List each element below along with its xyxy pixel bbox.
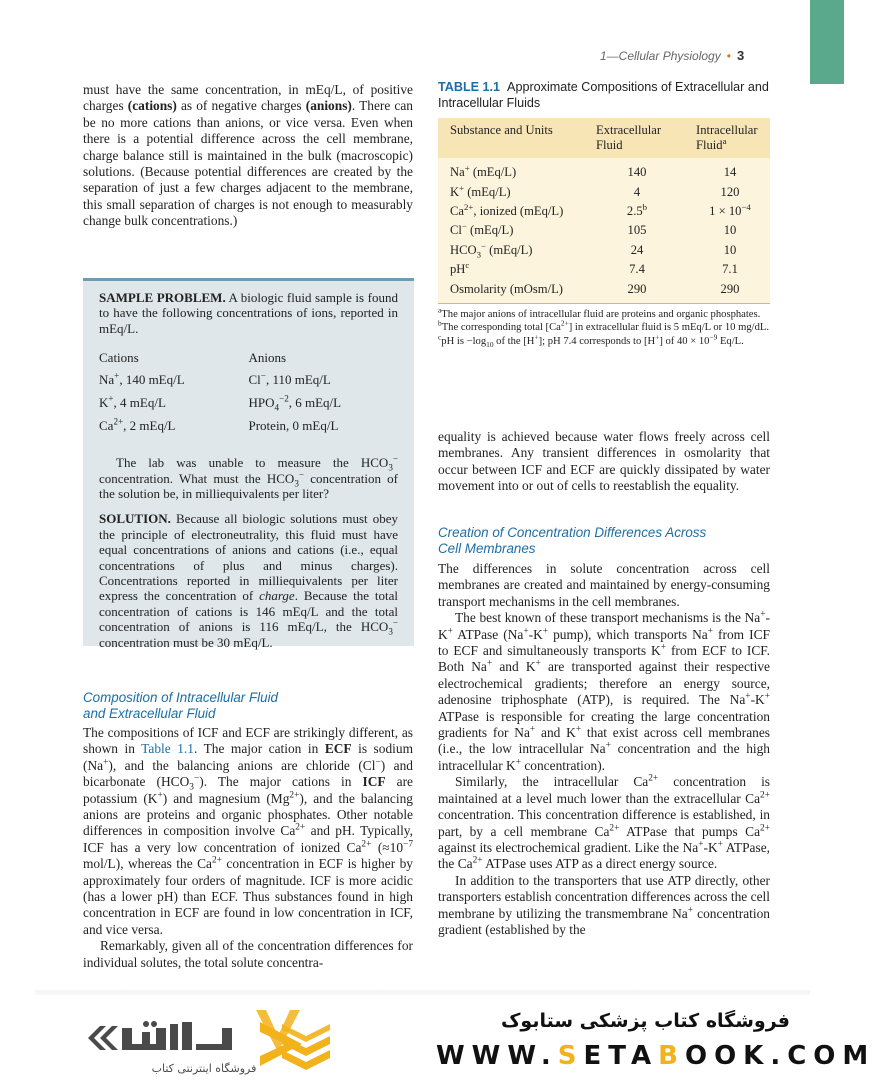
running-head: 1—Cellular Physiology • 3 xyxy=(600,48,745,63)
sample-label: SAMPLE PROBLEM. xyxy=(99,290,226,305)
ion-list xyxy=(99,350,398,441)
table-header: Extracellular Fluid xyxy=(584,118,684,158)
paragraph: In addition to the transporters that use ATP directly, other transporters establish concentration differences across the cell membrane by utilizing the transmembrane Na+ concentration gradient (established by the xyxy=(438,872,770,937)
table-header: Substance and Units xyxy=(438,118,584,158)
table-header-row xyxy=(438,118,770,158)
left-intro-text xyxy=(83,82,413,230)
anions-header: Anions xyxy=(248,350,287,366)
composition-table xyxy=(438,118,770,304)
footnote: $^c$pH is $-\log_{10}$ of the [H+]; pH 7.4 corresponds to [H+] of $40 \times 10^{-9}$ Eq/L. xyxy=(438,332,744,349)
section-composition-body xyxy=(83,725,413,971)
cation-item: $Ca^{2+}$, 2 mEq/L xyxy=(99,416,176,434)
sample-problem-box xyxy=(83,278,414,650)
table-label: TABLE 1.1 xyxy=(438,80,501,94)
sample-solution: SOLUTION. Because all biologic solutions must obey the principle of electroneutrality, this fluid must have equal concentrations of anions and cations (i.e., equal concentrations of plus and minus charges). Concentrations reported in milliequivalents per liter express the concentration of charge. Because the total concentration of cations is 146 mEq/L and the total concentration of anions is 116 mEq/L, the $HCO_3^-$ concentration must be 30 mEq/L. xyxy=(99,511,399,650)
table-row: Cl− (mEq/L) 105 10 xyxy=(450,221,737,238)
table-row: $pH^c$ 7.4 7.1 xyxy=(450,259,738,277)
store-title: فروشگاه کتاب پزشکی ستابوک xyxy=(500,1010,790,1032)
anion-item: Protein, 0 mEq/L xyxy=(248,418,339,434)
solution-label: SOLUTION. xyxy=(99,511,171,527)
anion-item: Cl−, 110 mEq/L xyxy=(248,370,331,388)
logo-stack-icon xyxy=(282,1024,330,1070)
table-title: TABLE 1.1 Approximate Compositions of Extracellular and Intracellular Fluids xyxy=(438,80,769,110)
section-heading-concentration-differences: Creation of Concentration Differences Across Cell Membranes xyxy=(438,525,707,556)
paragraph: Similarly, the intracellular $Ca^{2+}$ concentration is maintained at a level much lower than the extracellular $Ca^{2+}$ concentration. This concentration difference is established, in part, by a cell membrane $Ca^{2+}$ ATPase that pumps $Ca^{2+}$ against its electrochemical gradient. Like the Na+-K+ ATPase, the $Ca^{2+}$ ATPase uses ATP as a direct energy source. xyxy=(438,773,771,872)
paragraph: The differences in solute concentration across cell membranes are created and maintained by energy-consuming transport mechanisms in the cell membranes. xyxy=(438,561,770,609)
sample-intro: SAMPLE PROBLEM. A biologic fluid sample is found to have the following concentrations of ions, reported in mEq/L. xyxy=(99,290,398,336)
anions-column xyxy=(249,350,399,441)
logo-lettering-icon xyxy=(88,1021,232,1050)
right-continuation-text xyxy=(438,429,770,495)
sample-question: The lab was unable to measure the $HCO_3^-$ concentration. What must the $HCO_3^-$ concentration of the solution be, in milliequivalents per liter? xyxy=(99,453,398,502)
table-row: Osmolarity (mOsm/L) 290 290 xyxy=(438,279,770,303)
table-header: Intracellular Fluid$^a$ xyxy=(684,118,770,158)
table-footnotes xyxy=(438,305,770,349)
cation-item: Na+, 140 mEq/L xyxy=(99,370,185,388)
logo-subtitle: فروشگاه اینترنتی کتاب xyxy=(151,1062,257,1075)
cations-header: Cations xyxy=(99,350,139,366)
table-row: $Ca^{2+}$, ionized (mEq/L) 2.5$^b$ $1 \times 10^{-4}$ xyxy=(450,201,751,218)
section-concentration-body xyxy=(438,561,770,938)
paragraph: Remarkably, given all of the concentration differences for individual solutes, the total solute concentra- xyxy=(83,938,413,970)
setabook-logo xyxy=(82,1018,332,1080)
anion-item: $HPO_4^{-2}$, 6 mEq/L xyxy=(248,393,342,413)
paragraph: equality is achieved because water flows freely across cell membranes. Any transient differences in osmolarity that occur between ICF and ECF are quickly dissipated by water movement into or out of cells to reestablish the equality. xyxy=(438,429,770,494)
footnote: $^a$The major anions of intracellular fluid are proteins and organic phosphates. xyxy=(438,305,761,320)
store-url[interactable]: WWW.SETABOOK.COM xyxy=(436,1041,875,1071)
footnote: $^b$The corresponding total $[Ca^{2+}]$ in extracellular fluid is 5 mEq/L or 10 mg/dL. xyxy=(438,318,770,334)
table-row: Na+ (mEq/L) 140 14 xyxy=(450,163,737,180)
cations-column xyxy=(99,350,249,441)
chapter-tab xyxy=(810,0,844,84)
paragraph: The best known of these transport mechanisms is the Na+-K+ ATPase (Na+-K+ pump), which transports Na+ from ICF to ECF and simultaneously transports K+ from ECF to ICF. Both Na+ and K+ are transported against their respective electrochemical gradients; therefore an energy source, adenosine triphosphate (ATP), is required. The Na+-K+ ATPase is responsible for creating the large concentration gradients for Na+ and K+ that exist across cell membranes (i.e., the low intracellular Na+ concentration and the high intracellular K+ concentration). xyxy=(438,609,771,773)
cation-item: K+, 4 mEq/L xyxy=(99,393,166,411)
paragraph: The compositions of ICF and ECF are strikingly different, as shown in Table 1.1. The major cation in ECF is sodium (Na+), and the balancing anions are chloride (Cl−) and bicarbonate $(HCO_3^-)$. The major cations in ICF are potassium (K+) and magnesium $(Mg^{2+})$, and the balancing anions are proteins and organic phosphates. Other notable differences in composition involve $Ca^{2+}$ and pH. Typically, ICF has a very low concentration of ionized $Ca^{2+}$ ($\approx 10^{-7}$ mol/L), whereas the $Ca^{2+}$ concentration in ECF is higher by approximately four orders of magnitude. ICF is more acidic (has a lower pH) than ECF. Thus substances found in high concentration in ECF are found in low concentration in ICF, and vice versa. xyxy=(83,725,414,937)
table-row: K+ (mEq/L) 4 120 xyxy=(450,182,740,199)
paragraph: must have the same concentration, in mEq/L, of positive charges (cations) as of negative charges (anions). There can be no more cations than anions, or vice versa. Even when there is a potential difference across the cell membrane, charge balance still is maintained in the bulk (macroscopic) solutions. (Because potential differences are created by the separation of just a few charges adjacent to the membrane, this small separation of charges is not enough to measurably change bulk concentrations.) xyxy=(83,82,414,229)
section-heading-composition: Composition of Intracellular Fluid and Extracellular Fluid xyxy=(83,690,278,721)
chapter-title: 1—Cellular Physiology xyxy=(600,49,721,63)
table-row: $HCO_3^-$ (mEq/L) 24 10 xyxy=(450,240,737,260)
page-number: 3 xyxy=(736,48,745,63)
